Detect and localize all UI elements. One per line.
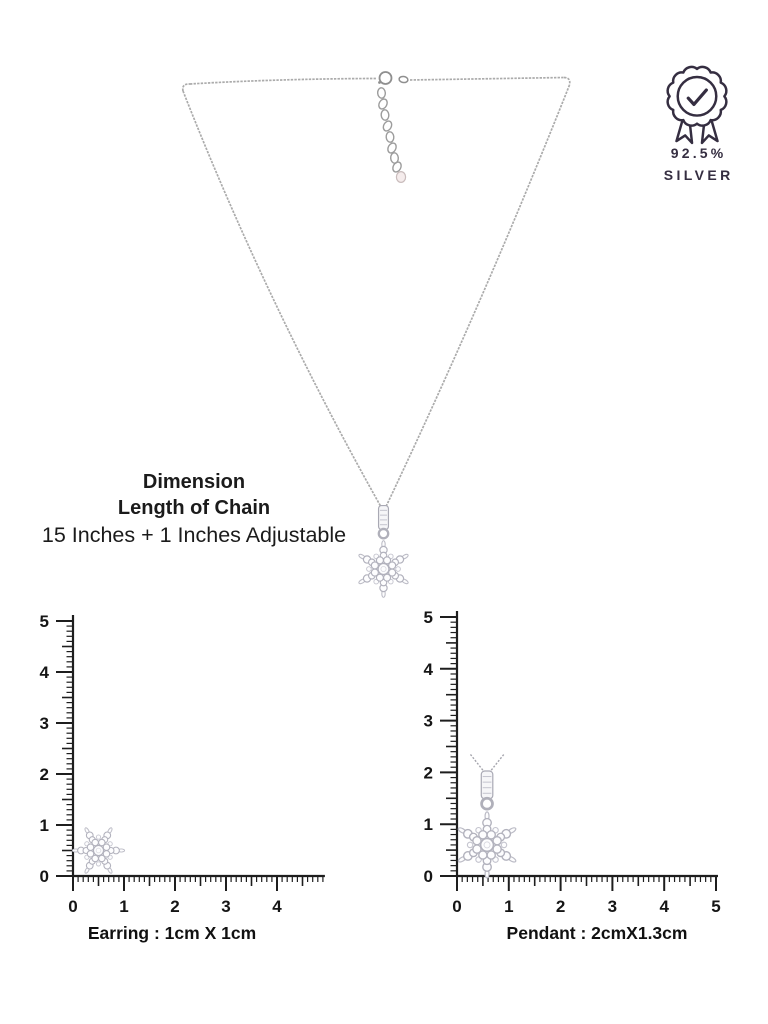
svg-text:4: 4 [39, 663, 49, 682]
svg-text:0: 0 [423, 867, 433, 886]
snowflake-pendant [457, 753, 516, 878]
ruler-earring [40, 612, 325, 916]
svg-text:5: 5 [39, 612, 49, 631]
svg-text:5: 5 [711, 897, 721, 916]
svg-text:1: 1 [504, 897, 514, 916]
svg-text:4: 4 [659, 897, 669, 916]
chain-length-value: 15 Inches + 1 Inches Adjustable [41, 523, 347, 547]
svg-text:3: 3 [221, 897, 231, 916]
svg-text:0: 0 [68, 897, 78, 916]
svg-text:3: 3 [607, 897, 618, 916]
ruler-pendant [424, 608, 721, 916]
metal-label: SILVER [663, 167, 734, 183]
svg-text:0: 0 [39, 867, 49, 886]
svg-text:2: 2 [39, 765, 49, 784]
svg-text:4: 4 [423, 659, 433, 679]
svg-text:4: 4 [272, 897, 282, 916]
snowflake [358, 541, 409, 598]
svg-text:1: 1 [39, 816, 49, 835]
snowflake-pendant [358, 506, 409, 598]
svg-text:0: 0 [452, 897, 462, 916]
dimension-note [38, 469, 350, 550]
pendant-size-caption: Pendant : 2cmX1.3cm [506, 923, 688, 943]
purity-value: 92.5% [670, 145, 727, 161]
snowflake [72, 827, 124, 874]
award-rosette-check-icon [657, 59, 737, 151]
svg-text:1: 1 [423, 815, 433, 835]
silver-purity-badge [627, 55, 767, 195]
svg-text:3: 3 [39, 714, 49, 733]
svg-text:5: 5 [423, 608, 433, 627]
earring-size-caption: Earring : 1cm X 1cm [87, 923, 257, 943]
dimension-subtitle: Length of Chain [117, 497, 271, 519]
snowflake [457, 812, 516, 878]
svg-text:2: 2 [170, 897, 180, 916]
svg-text:1: 1 [119, 897, 129, 916]
svg-text:2: 2 [423, 763, 433, 783]
svg-text:2: 2 [555, 897, 566, 916]
dimension-title: Dimension [142, 471, 246, 493]
svg-text:3: 3 [423, 711, 433, 731]
